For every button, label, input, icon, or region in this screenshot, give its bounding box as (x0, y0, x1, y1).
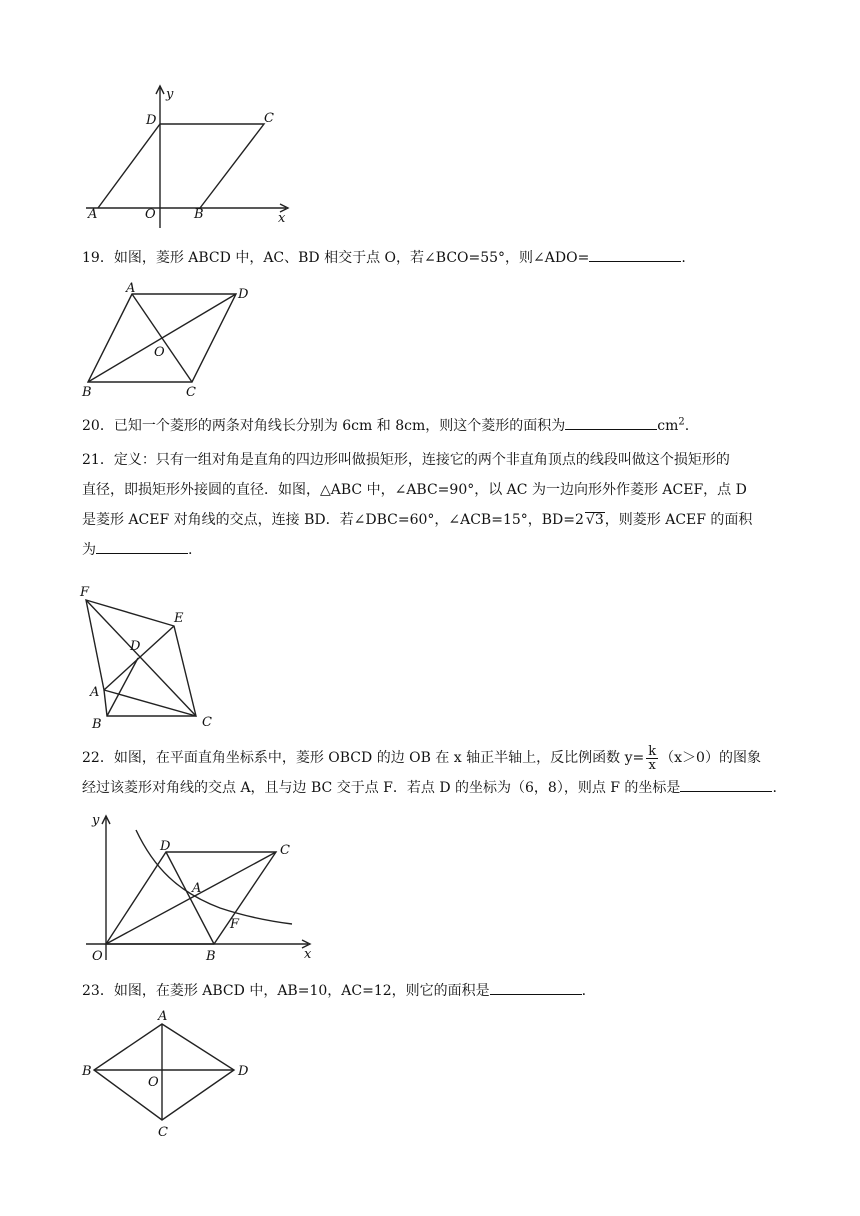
q20-unit-sup: 2 (678, 416, 685, 428)
figure-rhombus-abcd-q19 (80, 282, 260, 402)
q20-end: . (684, 418, 690, 434)
q21-number: 21． (82, 452, 114, 468)
q22-label-y: y (92, 813, 100, 828)
q21-label-F: F (80, 585, 90, 600)
q22-line1b: （x＞0）的图象 (660, 750, 761, 766)
q23-number: 23． (82, 983, 114, 999)
q22-label-F: F (230, 917, 240, 932)
fig18-label-C: C (264, 111, 274, 126)
question-22 (82, 743, 782, 803)
q23-label-A: A (158, 1009, 168, 1024)
q20-answer-blank[interactable] (565, 415, 657, 430)
q23-text: 如图，在菱形 ABCD 中，AB=10，AC=12，则它的面积是 (113, 983, 490, 999)
q22-label-O: O (92, 949, 103, 964)
q22-label-C: C (280, 843, 290, 858)
q21-answer-blank[interactable] (96, 539, 188, 554)
fig18-label-O: O (145, 207, 156, 222)
fig18-label-y: y (166, 87, 174, 102)
q21-line2: 直径，即损矩形外接圆的直径．如图，△ABC 中，∠ABC=90°，以 AC 为一边向形外作菱形 ACEF，点 D (82, 482, 747, 498)
q23-label-O: O (148, 1075, 159, 1090)
q23-end: . (581, 983, 587, 999)
question-20 (82, 411, 782, 441)
fig18-label-A: A (88, 207, 98, 222)
q22-label-x: x (304, 947, 312, 962)
q22-frac-den: x (648, 757, 656, 773)
figure-rhombus-acef-q21 (80, 582, 230, 732)
fig18-label-D: D (146, 113, 157, 128)
q23-label-B: B (82, 1064, 92, 1079)
figure-rhombus-abcd-q23 (80, 1010, 260, 1142)
q22-end: . (772, 780, 777, 796)
question-19 (82, 243, 782, 273)
q21-line3b: ，则菱形 ACEF 的面积 (604, 512, 753, 528)
q19-label-A: A (126, 281, 136, 296)
q19-label-C: C (186, 385, 196, 400)
q22-label-B: B (206, 949, 216, 964)
q22-label-A: A (192, 881, 202, 896)
fig18-label-B: B (194, 207, 204, 222)
q21-line3a: 是菱形 ACEF 对角线的交点，连接 BD．若∠DBC=60°，∠ACB=15°，BD=2 (82, 512, 584, 528)
q22-line1a: 如图，在平面直角坐标系中，菱形 OBCD 的边 OB 在 x 轴正半轴上，反比例函数 y= (113, 750, 645, 766)
question-23 (82, 976, 782, 1006)
q22-answer-blank[interactable] (680, 777, 772, 792)
q23-answer-blank[interactable] (490, 980, 582, 995)
q21-label-E: E (174, 611, 184, 626)
q22-line2: 经过该菱形对角线的交点 A，且与边 BC 交于点 F．若点 D 的坐标为（6，8），则点 F 的坐标是 (82, 780, 681, 796)
q22-frac-num: k (648, 743, 657, 759)
q20-text: 已知一个菱形的两条对角线长分别为 6cm 和 8cm，则这个菱形的面积为 (113, 418, 566, 434)
q21-label-C: C (202, 715, 212, 730)
q19-label-B: B (82, 385, 92, 400)
q19-text: 如图，菱形 ABCD 中，AC、BD 相交于点 O，若∠BCO=55°，则∠ADO= (113, 250, 590, 266)
q22-label-D: D (160, 839, 171, 854)
figure-parallelogram-axes (80, 82, 295, 232)
figure-hyperbola-rhombus-q22 (80, 810, 320, 970)
q21-label-A: A (90, 685, 100, 700)
question-21 (82, 445, 782, 565)
q21-label-D: D (130, 639, 141, 654)
q22-number: 22． (82, 750, 114, 766)
q20-unit: cm (657, 418, 679, 434)
q21-line4: 为 (82, 542, 96, 558)
q23-label-C: C (158, 1125, 168, 1140)
q19-label-O: O (154, 345, 165, 360)
q19-answer-blank[interactable] (589, 247, 681, 262)
q21-sqrt: √3 (585, 512, 604, 528)
q21-end: . (188, 542, 193, 558)
fig18-label-x: x (278, 211, 286, 226)
q19-end: . (681, 250, 686, 266)
q20-number: 20． (82, 418, 114, 434)
q19-number: 19． (82, 250, 114, 266)
q23-label-D: D (238, 1064, 249, 1079)
q21-line1: 定义：只有一组对角是直角的四边形叫做损矩形，连接它的两个非直角顶点的线段叫做这个损矩形的 (113, 452, 730, 468)
q21-radicand: 3 (594, 512, 604, 528)
q19-label-D: D (238, 287, 249, 302)
q21-label-B: B (92, 717, 102, 732)
q22-fraction (646, 745, 658, 772)
